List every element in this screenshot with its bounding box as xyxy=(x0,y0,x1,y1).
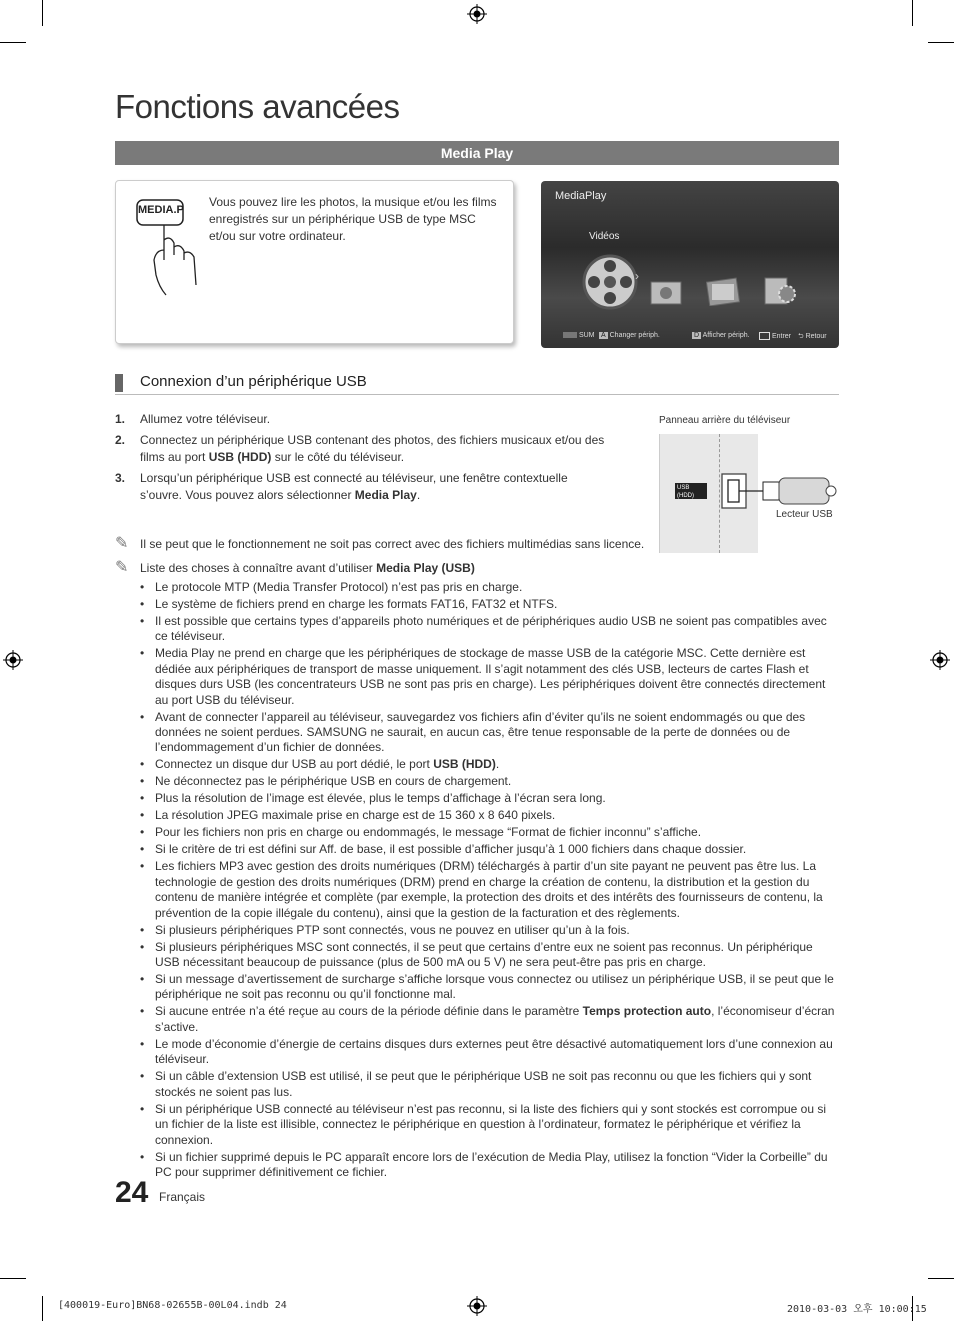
section-bar: Media Play xyxy=(115,141,839,165)
footer-file: [400019-Euro]BN68-02655B-00L04.indb 24 xyxy=(58,1300,287,1311)
footer-date: 2010-03-03 오후 10:00:15 xyxy=(787,1304,927,1315)
screen-btn-back[interactable]: ⮌ Retour xyxy=(798,333,827,340)
photo-icon[interactable] xyxy=(649,276,685,306)
crop-mark xyxy=(928,1278,954,1279)
list-item: • La résolution JPEG maximale prise en charge est de 15 360 x 8 640 pixels. xyxy=(140,808,840,823)
bullet-list xyxy=(140,580,840,1182)
list-item: • Avant de connecter l’appareil au téléviseur, sauvegardez vos fichiers afin d’éviter qu’ils ne soient endommagés ou que des données ne soient perdues. SAMSUNG ne saurait, en aucun cas, être tenue responsable de la perte de données ou de l’endommagement d’un fichier de données. xyxy=(140,710,840,756)
usb-connection-diagram xyxy=(655,410,840,555)
list-item: • Si un périphérique USB connecté au téléviseur n’est pas reconnu, si la liste des fichiers qui y sont stockés est corrompue ou si un fichier de la liste est illisible, connectez le périphérique en question à l’ordinateur, formatez le périphérique et vérifiez la connexion. xyxy=(140,1102,840,1148)
step-number: 1. xyxy=(115,412,126,426)
panel-label: Panneau arrière du téléviseur xyxy=(659,415,791,426)
registration-mark-icon xyxy=(467,1296,487,1316)
note-text: Il se peut que le fonctionnement ne soit pas correct avec des fichiers multimédias sans licence. xyxy=(140,537,645,551)
remote-description: Vous pouvez lire les photos, la musique et/ou les films enregistrés sur un périphérique USB de type MSC et/ou sur votre ordinateur. xyxy=(209,195,497,243)
music-icon[interactable] xyxy=(706,276,742,306)
list-item: • Si un message d’avertissement de surcharge s’affiche lorsque vous connectez ou utilisez un périphérique USB, il se peut que le périphérique ne soit pas reconnu ou qu’il fonctionne mal. xyxy=(140,972,840,1003)
crop-mark xyxy=(912,0,913,26)
remote-info-box xyxy=(115,180,514,344)
crop-mark xyxy=(42,1296,43,1321)
list-item: • Le système de fichiers prend en charge les formats FAT16, FAT32 et NTFS. xyxy=(140,597,840,612)
screen-btn-enter[interactable]: Entrer xyxy=(759,332,791,340)
list-item: • Media Play ne prend en charge que les périphériques de stockage de masse USB de la catégorie MSC. Cette dernière est dédiée aux périphériques de transport de masse uniquement. Il s’agit notamment des clés USB, lecteurs de cartes Flash et disques durs USB (les concentrateurs USB ne sont pas pris en charge). Les périphériques doivent être connectés directement au port USB du téléviseur. xyxy=(140,646,840,708)
registration-mark-icon xyxy=(3,650,23,670)
video-reel-icon[interactable] xyxy=(581,253,639,311)
registration-mark-icon xyxy=(930,650,950,670)
section-marker xyxy=(115,374,123,392)
section-title: Connexion d’un périphérique USB xyxy=(140,373,367,390)
screen-title: MediaPlay xyxy=(555,190,607,202)
screen-btn-change-device[interactable]: A Changer périph. xyxy=(601,332,660,339)
page-number: 24 xyxy=(115,1176,149,1209)
usb-port-icon xyxy=(719,472,839,512)
device-label: Lecteur USB xyxy=(776,509,833,520)
pencil-note-icon: ✎ xyxy=(115,559,129,576)
list-item: • Ne déconnectez pas le périphérique USB en cours de chargement. xyxy=(140,774,840,789)
list-item: • Si plusieurs périphériques MSC sont connectés, il se peut que certains d’entre eux ne soient pas reconnus. Un périphérique USB nécessitant beaucoup de puissance (plus de 500 mA ou 5 V) ne sera peut-être pas pris en charge. xyxy=(140,940,840,971)
pencil-note-icon: ✎ xyxy=(115,535,129,552)
list-item: • Si le critère de tri est défini sur Aff. de base, il est possible d’afficher jusqu’à 1 000 fichiers dans chaque dossier. xyxy=(140,842,840,857)
screen-selected-item[interactable]: Vidéos xyxy=(589,231,620,242)
chevron-right-icon: › xyxy=(635,269,639,283)
list-item: • Le mode d’économie d’énergie de certains disques durs externes peut être désactivé automatiquement lors d’une connexion au téléviseur. xyxy=(140,1037,840,1068)
step-number: 2. xyxy=(115,433,126,447)
back-arrow-icon: ⮌ xyxy=(798,333,804,340)
crop-mark xyxy=(0,1278,26,1279)
list-item: • Pour les fichiers non pris en charge ou endommagés, le message “Format de fichier inconnu” s’affiche. xyxy=(140,825,840,840)
list-item: • Plus la résolution de l’image est élevée, plus le temps d’affichage à l’écran sera long. xyxy=(140,791,840,806)
port-label: USB (HDD) xyxy=(675,483,707,499)
page-title: Fonctions avancées xyxy=(115,88,400,125)
list-item: • Les fichiers MP3 avec gestion des droits numériques (DRM) téléchargés à partir d’un site payant ne peuvent pas être lus. La technologie de gestion des droits numériques (DRM) prend en charge la création de contenu, la distribution et la gestion du contenu de manière intégrée et complète (par exemple, la protection des droits et des intérêts des fournisseurs de contenu, la prévention de la copie illégale du contenu), ainsi que la gestion de la facturation et des règlements. xyxy=(140,859,840,921)
list-item: • Si un câble d’extension USB est utilisé, il se peut que le périphérique USB ne soit pas reconnu ou que les fichiers qui y sont stockés ne soient pas lus. xyxy=(140,1069,840,1100)
list-item: • Si un fichier supprimé depuis le PC apparaît encore lors de l’exécution de Media Play, utilisez la fonction “Vider la Corbeille” du PC pour supprimer définitivement ce fichier. xyxy=(140,1150,840,1181)
step-number: 3. xyxy=(115,471,126,485)
enter-icon xyxy=(759,332,770,340)
list-item: • Le protocole MTP (Media Transfer Protocol) n’est pas pris en charge. xyxy=(140,580,840,595)
step-text: Allumez votre téléviseur. xyxy=(140,412,271,426)
registration-mark-icon xyxy=(467,4,487,24)
media-p-button-label: MEDIA.P xyxy=(138,204,184,216)
step-text: Connectez un périphérique USB contenant des photos, des fichiers musicaux et/ou des films au port USB (HDD) sur le côté du téléviseur. xyxy=(140,433,605,464)
list-item: • Si aucune entrée n’a été reçue au cours de la période définie dans le paramètre Temps protection auto, l’économiseur d’écran s’active. xyxy=(140,1004,840,1035)
crop-mark xyxy=(42,0,43,26)
screen-btn-show-device[interactable]: D Afficher périph. xyxy=(694,332,750,339)
list-item: • Si plusieurs périphériques PTP sont connectés, vous ne pouvez en utiliser qu’un à la fois. xyxy=(140,923,840,938)
step-text: Lorsqu’un périphérique USB est connecté au téléviseur, une fenêtre contextuelle s’ouvre. Vous pouvez alors sélectionner Media Play. xyxy=(140,471,568,502)
note-text: Liste des choses à connaître avant d’utiliser Media Play (USB) xyxy=(140,561,475,575)
settings-gear-icon[interactable] xyxy=(763,276,799,306)
crop-mark xyxy=(928,42,954,43)
mediaplay-screen xyxy=(541,181,839,348)
section-header xyxy=(115,372,839,395)
page-language: Français xyxy=(159,1190,206,1204)
screen-btn-sum[interactable]: SUM xyxy=(563,332,595,339)
list-item: • Il est possible que certains types d’appareils photo numériques et de périphériques audio USB ne soient pas compatibles avec ce téléviseur. xyxy=(140,614,840,645)
list-item: • Connectez un disque dur USB au port dédié, le port USB (HDD). xyxy=(140,757,840,772)
crop-mark xyxy=(0,42,26,43)
